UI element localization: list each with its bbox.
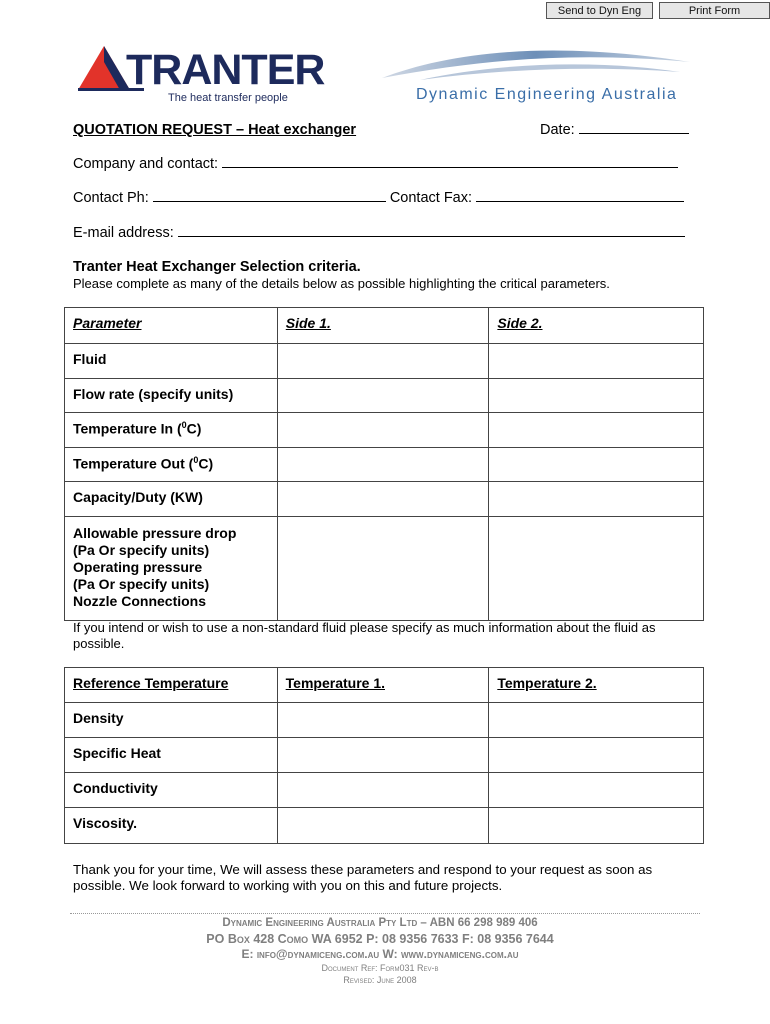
company-input[interactable] <box>222 167 678 168</box>
header-side-1: Side 1. <box>277 308 489 344</box>
temperature-in-side-2-input[interactable] <box>489 413 704 448</box>
table-row <box>65 738 704 773</box>
fluid-side-2-input[interactable] <box>489 344 704 379</box>
date-row <box>540 122 689 138</box>
send-to-dyn-eng-button[interactable]: Send to Dyn Eng <box>546 2 653 19</box>
fax-input[interactable] <box>476 201 684 202</box>
viscosity-temp-1-input[interactable] <box>277 808 489 844</box>
conductivity-temp-1-input[interactable] <box>277 773 489 808</box>
parameters-table <box>64 307 704 621</box>
flow-rate-side-1-input[interactable] <box>277 379 489 413</box>
tranter-wordmark: TRANTER <box>126 46 325 94</box>
temperature-in-side-1-input[interactable] <box>277 413 489 448</box>
phone-fax-row <box>73 190 684 206</box>
fax-label: Contact Fax: <box>389 190 473 206</box>
email-label: E-mail address: <box>73 225 174 241</box>
row-label-density: Density <box>65 703 278 738</box>
row-label-conductivity: Conductivity <box>65 773 278 808</box>
capacity-side-2-input[interactable] <box>489 482 704 517</box>
viscosity-temp-2-input[interactable] <box>489 808 704 844</box>
criteria-subtitle: Please complete as many of the details below as possible highlighting the critical parameters. <box>73 276 610 291</box>
row-label-flow-rate: Flow rate (specify units) <box>65 379 278 413</box>
email-input[interactable] <box>178 236 685 237</box>
company-row <box>73 156 678 172</box>
density-temp-2-input[interactable] <box>489 703 704 738</box>
row-label-temperature-out: Temperature Out ($^0$C) <box>65 448 278 482</box>
table-row <box>65 413 704 448</box>
phone-input[interactable] <box>153 201 386 202</box>
footer-divider <box>70 913 700 914</box>
row-label-viscosity: Viscosity. <box>65 808 278 844</box>
dynamic-engineering-name: Dynamic Engineering Australia <box>416 86 678 103</box>
header-temperature-1: Temperature 1. <box>277 668 489 703</box>
row-label-fluid: Fluid <box>65 344 278 379</box>
pressure-side-2-input[interactable] <box>489 517 704 621</box>
row-label-specific-heat: Specific Heat <box>65 738 278 773</box>
table-row <box>65 703 704 738</box>
specific-heat-temp-2-input[interactable] <box>489 738 704 773</box>
row-label-pressure: Allowable pressure drop (Pa Or specify units) Operating pressure (Pa Or specify units) Nozzle Connections <box>65 517 278 621</box>
conductivity-temp-2-input[interactable] <box>489 773 704 808</box>
header-parameter: Parameter <box>65 308 278 344</box>
table-header-row <box>65 308 704 344</box>
table-row <box>65 517 704 621</box>
pressure-side-1-input[interactable] <box>277 517 489 621</box>
footer-company: Dynamic Engineering Australia Pty Ltd – ABN 66 298 989 406 <box>222 917 538 929</box>
tranter-logo <box>74 44 334 106</box>
temperature-out-side-2-input[interactable] <box>489 448 704 482</box>
header-side-2: Side 2. <box>489 308 704 344</box>
reference-temperature-table <box>64 667 704 844</box>
row-label-capacity: Capacity/Duty (KW) <box>65 482 278 517</box>
nonstandard-fluid-note: If you intend or wish to use a non-standard fluid please specify as much information about the fluid as possible. <box>73 620 656 651</box>
flow-rate-side-2-input[interactable] <box>489 379 704 413</box>
specific-heat-temp-1-input[interactable] <box>277 738 489 773</box>
density-temp-1-input[interactable] <box>277 703 489 738</box>
footer-revised: Revised: June 2008 <box>343 975 417 985</box>
footer-email-web: E: info@dynamiceng.com.au W: www.dynamiceng.com.au <box>241 947 519 961</box>
temperature-out-side-1-input[interactable] <box>277 448 489 482</box>
header-temperature-2: Temperature 2. <box>489 668 704 703</box>
date-input[interactable] <box>579 133 689 134</box>
footer-address: PO Box 428 Como WA 6952 P: 08 9356 7633 F: 08 9356 7644 <box>206 932 554 946</box>
dynamic-engineering-logo <box>380 40 700 110</box>
table-row <box>65 448 704 482</box>
table-row <box>65 482 704 517</box>
print-form-button[interactable]: Print Form <box>659 2 770 19</box>
table-row <box>65 773 704 808</box>
footer-doc-ref: Document Ref: Form031 Rev-b <box>321 963 439 973</box>
thank-you-note: Thank you for your time, We will assess these parameters and respond to your request as soon as possible. We look forward to working with you on this and future projects. <box>73 862 653 893</box>
phone-label: Contact Ph: <box>73 190 149 206</box>
date-label: Date: <box>540 122 575 138</box>
swoosh-icon <box>380 40 700 90</box>
company-label: Company and contact: <box>73 156 219 172</box>
header-reference-temperature: Reference Temperature <box>65 668 278 703</box>
table-row <box>65 344 704 379</box>
form-title: QUOTATION REQUEST – Heat exchanger <box>73 122 357 138</box>
table-row <box>65 808 704 844</box>
table-row <box>65 379 704 413</box>
criteria-title: Tranter Heat Exchanger Selection criteria. <box>73 259 361 275</box>
fluid-side-1-input[interactable] <box>277 344 489 379</box>
row-label-temperature-in: Temperature In ($^0$C) <box>65 413 278 448</box>
table-header-row <box>65 668 704 703</box>
capacity-side-1-input[interactable] <box>277 482 489 517</box>
tranter-tagline: The heat transfer people <box>168 92 288 104</box>
email-row <box>73 225 685 241</box>
